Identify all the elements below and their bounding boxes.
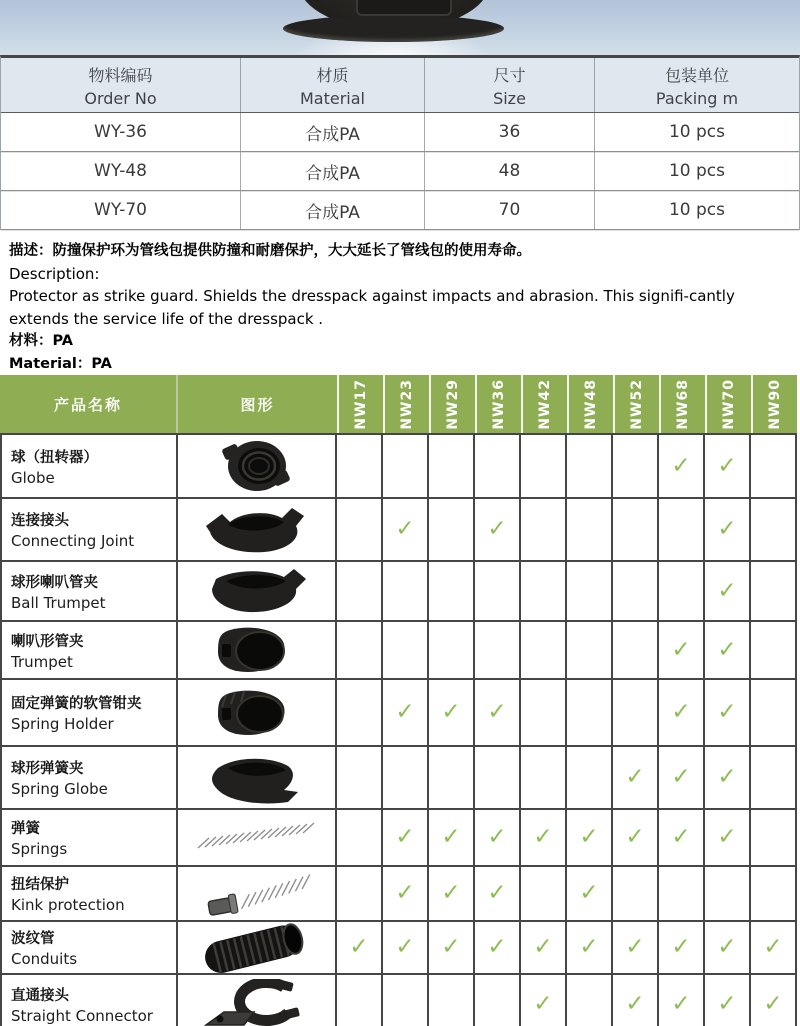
product-name-zh: 固定弹簧的软管钳夹 (11, 696, 142, 712)
check-cell-nw42 (521, 562, 567, 620)
check-cell-nw29 (429, 747, 475, 808)
check-cell-nw70: ✓ (705, 499, 751, 560)
matrix-row-spring-globe (2, 747, 797, 810)
check-cell-nw29: ✓ (429, 680, 475, 745)
trumpet-product-image (192, 624, 322, 676)
check-cell-nw42 (521, 435, 567, 497)
check-cell-nw48 (567, 435, 613, 497)
nw-size-label: NW70 (721, 378, 737, 430)
spec-header-en: Size (493, 88, 526, 108)
figure-cell (178, 747, 337, 808)
check-cell-nw23 (383, 975, 429, 1026)
check-cell-nw48 (567, 499, 613, 560)
figure-cell (178, 922, 337, 973)
check-cell-nw68: ✓ (659, 622, 705, 678)
check-cell-nw48 (567, 562, 613, 620)
check-cell-nw29 (429, 975, 475, 1026)
matrix-header-nw29 (429, 375, 475, 433)
check-cell-nw42: ✓ (521, 922, 567, 973)
check-cell-nw29: ✓ (429, 810, 475, 865)
check-cell-nw90 (751, 680, 797, 745)
spec-table-row (1, 113, 799, 152)
spec-table-row (1, 152, 799, 191)
product-name-zh: 直通接头 (11, 988, 69, 1004)
check-cell-nw52: ✓ (613, 975, 659, 1026)
product-photo-rim (283, 15, 504, 42)
check-cell-nw90 (751, 499, 797, 560)
check-cell-nw52 (613, 867, 659, 920)
figure-cell (178, 680, 337, 745)
compatibility-matrix (0, 375, 797, 1026)
matrix-row-conduits (2, 922, 797, 975)
matrix-row-trumpet (2, 622, 797, 680)
matrix-header-nw68 (659, 375, 705, 433)
material-value: 合成PA (241, 191, 425, 229)
conduits-product-image (192, 922, 322, 974)
matrix-header-product-name (0, 375, 178, 433)
nw-size-label: NW48 (583, 378, 599, 430)
matrix-row-ball-trumpet (2, 562, 797, 622)
size-value: 36 (425, 113, 595, 151)
check-cell-nw29: ✓ (429, 867, 475, 920)
product-name-en: Spring Holder (11, 715, 114, 733)
check-cell-nw48 (567, 975, 613, 1026)
check-cell-nw23 (383, 622, 429, 678)
check-cell-nw17 (337, 867, 383, 920)
check-cell-nw90: ✓ (751, 975, 797, 1026)
spec-header-size (425, 58, 595, 112)
spec-header-en: Order No (84, 88, 157, 108)
matrix-row-straight-connector (2, 975, 797, 1026)
order-no-value: WY-48 (1, 152, 241, 190)
check-cell-nw52 (613, 435, 659, 497)
product-name-en: Straight Connector (11, 1007, 153, 1025)
check-cell-nw17 (337, 622, 383, 678)
check-cell-nw48 (567, 747, 613, 808)
matrix-row-globe (2, 435, 797, 499)
nw-size-label: NW29 (445, 378, 461, 430)
spec-header-zh: 尺寸 (493, 65, 526, 85)
check-cell-nw17 (337, 810, 383, 865)
check-cell-nw68 (659, 867, 705, 920)
material-zh: 材料：PA (9, 333, 74, 349)
product-name-cell (2, 975, 178, 1026)
product-name-cell (2, 922, 178, 973)
figure-cell (178, 499, 337, 560)
nw-size-label: NW17 (353, 378, 369, 430)
matrix-header-label: 产品名称 (53, 395, 122, 414)
order-no-value: WY-36 (1, 113, 241, 151)
check-cell-nw52 (613, 680, 659, 745)
matrix-header-label: 图形 (240, 395, 275, 414)
kink-protection-product-image (192, 868, 322, 920)
check-cell-nw42: ✓ (521, 810, 567, 865)
product-name-cell (2, 867, 178, 920)
figure-cell (178, 435, 337, 497)
check-cell-nw23: ✓ (383, 867, 429, 920)
check-cell-nw48: ✓ (567, 810, 613, 865)
check-cell-nw90 (751, 562, 797, 620)
product-name-cell (2, 435, 178, 497)
check-cell-nw48: ✓ (567, 922, 613, 973)
check-cell-nw68: ✓ (659, 810, 705, 865)
check-cell-nw23: ✓ (383, 922, 429, 973)
spec-header-en: Material (300, 88, 365, 108)
check-cell-nw29 (429, 499, 475, 560)
check-cell-nw42 (521, 747, 567, 808)
check-cell-nw36: ✓ (475, 922, 521, 973)
product-name-zh: 球（扭转器） (11, 449, 98, 466)
product-name-en: Conduits (11, 950, 78, 968)
matrix-header-nw48 (567, 375, 613, 433)
nw-size-label: NW42 (537, 378, 553, 430)
product-name-cell (2, 499, 178, 560)
product-name-zh: 扭结保护 (11, 877, 69, 893)
check-cell-nw70: ✓ (705, 747, 751, 808)
spec-table-row (1, 191, 799, 230)
spec-header-en: Packing m (655, 88, 739, 108)
check-cell-nw52: ✓ (613, 747, 659, 808)
check-cell-nw17 (337, 435, 383, 497)
spring-globe-product-image (192, 752, 322, 804)
check-cell-nw36: ✓ (475, 499, 521, 560)
check-cell-nw42 (521, 622, 567, 678)
straight-connector-product-image (192, 979, 322, 1026)
product-name-zh: 波纹管 (11, 931, 55, 947)
matrix-header-nw52 (613, 375, 659, 433)
check-cell-nw29 (429, 435, 475, 497)
check-cell-nw90 (751, 867, 797, 920)
connecting-joint-product-image (192, 504, 322, 556)
packing-value: 10 pcs (668, 200, 726, 220)
matrix-header-nw70 (705, 375, 751, 433)
product-photo-strip (0, 0, 800, 55)
nw-size-label: NW36 (491, 378, 507, 430)
figure-cell (178, 622, 337, 678)
spec-header-order-no (1, 58, 241, 112)
material-value: 合成PA (241, 152, 425, 190)
check-cell-nw17 (337, 499, 383, 560)
description-label-en: Description: (9, 264, 100, 283)
figure-cell (178, 975, 337, 1026)
check-cell-nw23: ✓ (383, 680, 429, 745)
spec-table (0, 55, 800, 230)
check-cell-nw36: ✓ (475, 867, 521, 920)
product-name-cell (2, 680, 178, 745)
check-cell-nw36: ✓ (475, 810, 521, 865)
figure-cell (178, 562, 337, 620)
check-cell-nw68: ✓ (659, 747, 705, 808)
product-name-en: Ball Trumpet (11, 593, 106, 612)
product-name-zh: 弹簧 (11, 821, 40, 837)
matrix-header-nw36 (475, 375, 521, 433)
check-cell-nw36: ✓ (475, 680, 521, 745)
size-value: 70 (425, 191, 595, 229)
globe-product-image (197, 440, 317, 492)
check-cell-nw52 (613, 562, 659, 620)
spec-header-zh: 物料编码 (88, 65, 153, 85)
product-name-zh: 球形喇叭管夹 (11, 574, 98, 591)
spec-table-header (1, 58, 799, 113)
check-cell-nw52: ✓ (613, 810, 659, 865)
product-name-en: Spring Globe (11, 780, 108, 798)
matrix-header (0, 375, 797, 433)
check-cell-nw42 (521, 499, 567, 560)
check-cell-nw17: ✓ (337, 922, 383, 973)
check-cell-nw90: ✓ (751, 922, 797, 973)
check-cell-nw29: ✓ (429, 922, 475, 973)
figure-cell (178, 867, 337, 920)
check-cell-nw42: ✓ (521, 975, 567, 1026)
check-cell-nw23: ✓ (383, 810, 429, 865)
spec-header-zh: 包装单位 (664, 65, 729, 85)
check-cell-nw68: ✓ (659, 922, 705, 973)
matrix-header-nw90 (751, 375, 797, 433)
product-name-en: Springs (11, 840, 68, 858)
check-cell-nw70: ✓ (705, 922, 751, 973)
ball-trumpet-product-image (192, 565, 322, 617)
check-cell-nw23 (383, 747, 429, 808)
nw-size-label: NW52 (629, 378, 645, 430)
check-cell-nw70: ✓ (705, 680, 751, 745)
check-cell-nw17 (337, 680, 383, 745)
check-cell-nw29 (429, 622, 475, 678)
check-cell-nw70: ✓ (705, 975, 751, 1026)
nw-size-label: NW23 (399, 378, 415, 430)
material-value: 合成PA (241, 113, 425, 151)
product-name-cell (2, 747, 178, 808)
check-cell-nw36 (475, 562, 521, 620)
description-body-en: Protector as strike guard. Shields the dresspack against impacts and abrasion. This signifi-cantly extends the service life of the dresspack . (9, 287, 735, 328)
check-cell-nw23: ✓ (383, 499, 429, 560)
check-cell-nw36 (475, 747, 521, 808)
check-cell-nw90 (751, 435, 797, 497)
check-cell-nw68: ✓ (659, 975, 705, 1026)
material-en: Material：PA (9, 355, 112, 372)
check-cell-nw70: ✓ (705, 562, 751, 620)
check-cell-nw90 (751, 747, 797, 808)
matrix-row-spring-holder (2, 680, 797, 747)
check-cell-nw29 (429, 562, 475, 620)
check-cell-nw48 (567, 680, 613, 745)
spec-header-material (241, 58, 425, 112)
springs-product-image (188, 812, 326, 864)
nw-size-label: NW90 (767, 378, 783, 430)
product-name-cell (2, 622, 178, 678)
check-cell-nw42 (521, 680, 567, 745)
spec-header-zh: 材质 (316, 65, 349, 85)
product-name-zh: 球形弹簧夹 (11, 761, 84, 777)
check-cell-nw42 (521, 867, 567, 920)
check-cell-nw70: ✓ (705, 622, 751, 678)
check-cell-nw70: ✓ (705, 435, 751, 497)
check-cell-nw52: ✓ (613, 922, 659, 973)
check-cell-nw68: ✓ (659, 435, 705, 497)
check-cell-nw36 (475, 622, 521, 678)
product-name-zh: 喇叭形管夹 (11, 633, 84, 650)
matrix-row-springs (2, 810, 797, 867)
product-name-cell (2, 562, 178, 620)
size-value: 48 (425, 152, 595, 190)
check-cell-nw17 (337, 747, 383, 808)
product-name-en: Kink protection (11, 896, 125, 914)
check-cell-nw23 (383, 435, 429, 497)
matrix-header-nw17 (337, 375, 383, 433)
check-cell-nw90 (751, 622, 797, 678)
description-block (9, 240, 791, 375)
product-name-en: Globe (11, 468, 55, 487)
spring-holder-product-image (192, 687, 322, 739)
check-cell-nw52 (613, 499, 659, 560)
matrix-row-connecting-joint (2, 499, 797, 562)
check-cell-nw68: ✓ (659, 680, 705, 745)
product-name-cell (2, 810, 178, 865)
check-cell-nw48 (567, 622, 613, 678)
packing-value: 10 pcs (668, 161, 726, 181)
description-zh: 描述：防撞保护环为管线包提供防撞和耐磨保护，大大延长了管线包的使用寿命。 (9, 243, 531, 259)
packing-value: 10 pcs (668, 122, 726, 142)
nw-size-label: NW68 (675, 378, 691, 430)
matrix-header-figure (178, 375, 337, 433)
check-cell-nw52 (613, 622, 659, 678)
check-cell-nw36 (475, 435, 521, 497)
check-cell-nw70: ✓ (705, 810, 751, 865)
check-cell-nw17 (337, 975, 383, 1026)
product-label-plate (356, 0, 452, 16)
spec-header-packing (595, 58, 799, 112)
check-cell-nw36 (475, 975, 521, 1026)
matrix-header-nw42 (521, 375, 567, 433)
check-cell-nw68 (659, 499, 705, 560)
product-name-en: Connecting Joint (11, 532, 135, 550)
matrix-header-nw23 (383, 375, 429, 433)
check-cell-nw70 (705, 867, 751, 920)
order-no-value: WY-70 (1, 191, 241, 229)
check-cell-nw23 (383, 562, 429, 620)
product-name-zh: 连接接头 (11, 513, 69, 529)
check-cell-nw68 (659, 562, 705, 620)
matrix-body (0, 433, 797, 1026)
check-cell-nw17 (337, 562, 383, 620)
matrix-row-kink-protection (2, 867, 797, 922)
figure-cell (178, 810, 337, 865)
check-cell-nw90 (751, 810, 797, 865)
check-cell-nw48: ✓ (567, 867, 613, 920)
product-name-en: Trumpet (11, 652, 73, 671)
